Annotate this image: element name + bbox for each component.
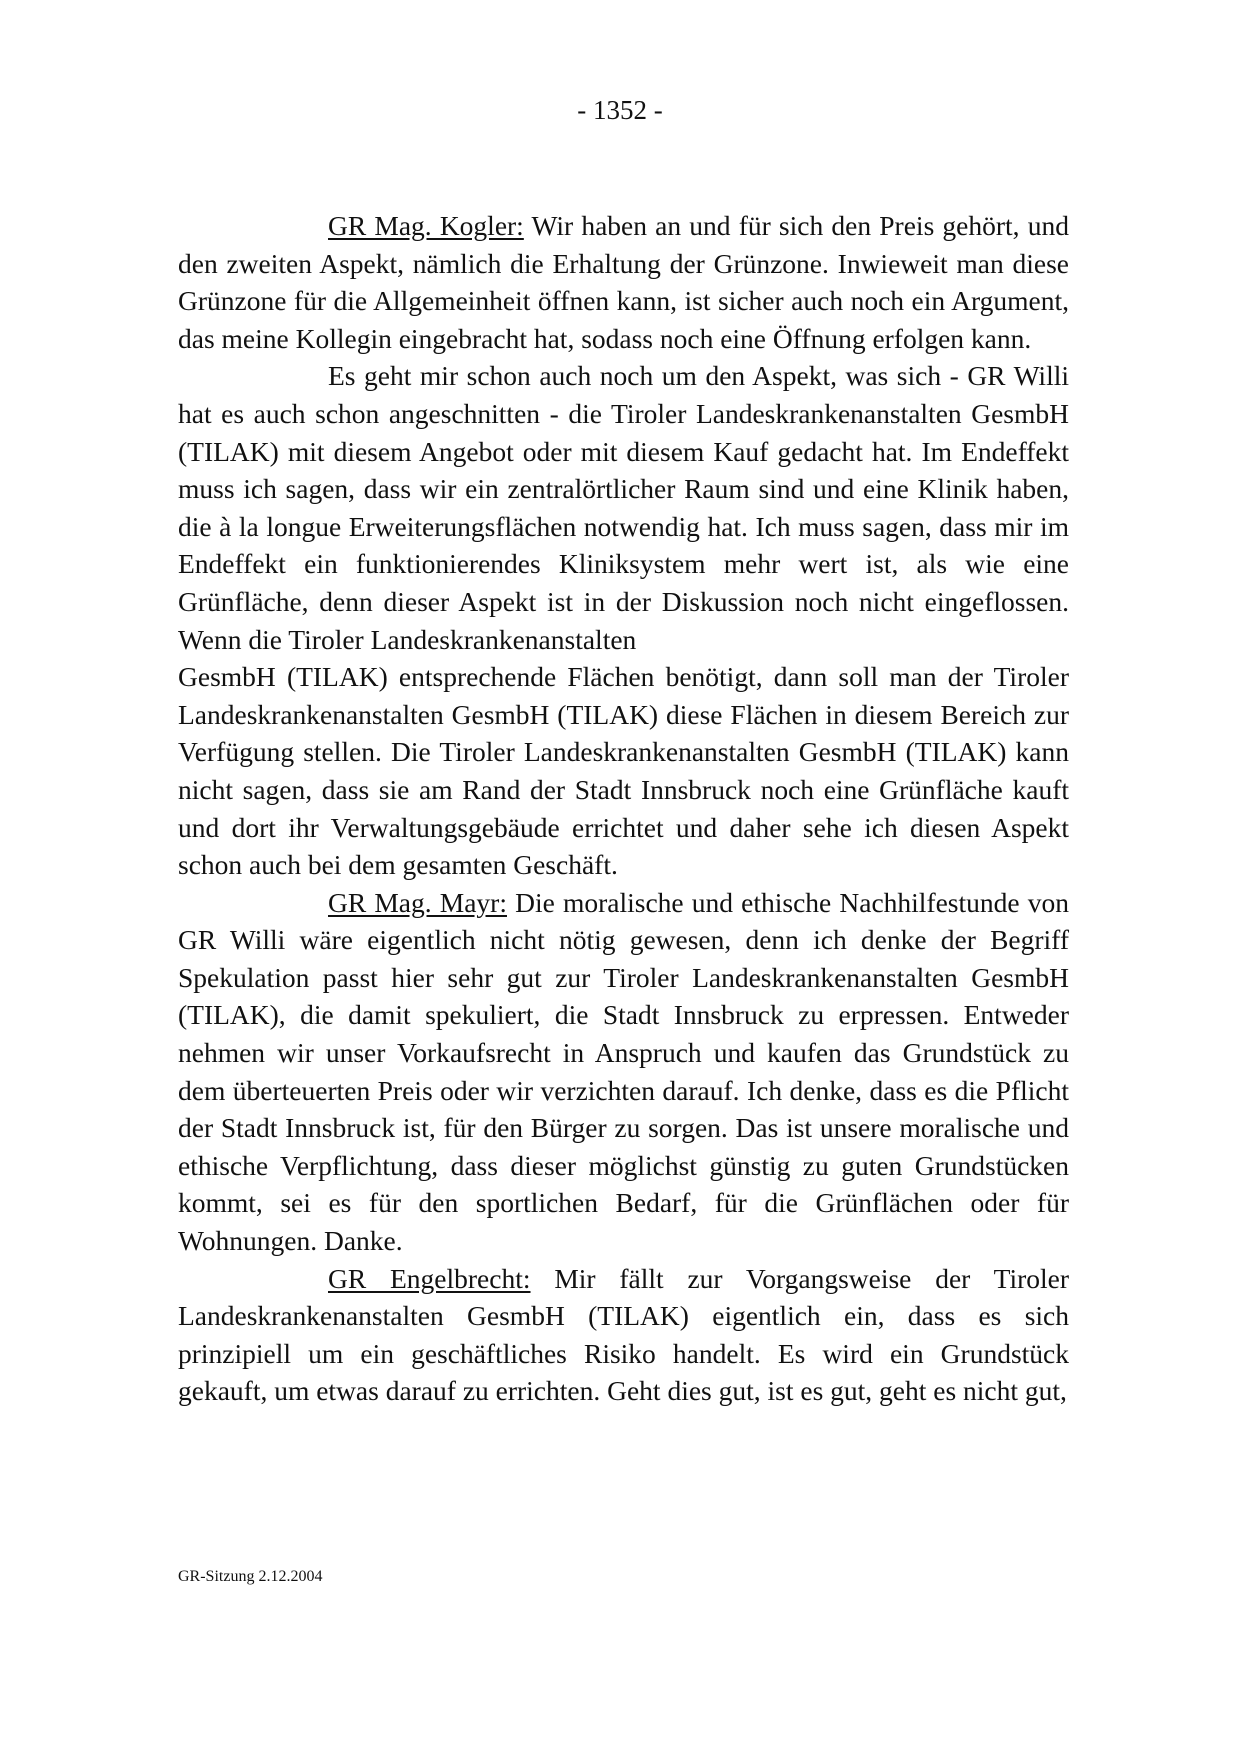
speaker-name: GR Mag. Mayr: bbox=[328, 886, 507, 918]
paragraph-engelbrecht bbox=[178, 1260, 1069, 1410]
footer-session-date: GR-Sitzung 2.12.2004 bbox=[178, 1568, 323, 1585]
paragraph-text: GesmbH (TILAK) entsprechende Flächen benötigt, dann soll man der Tiroler Landeskrankenanstalten GesmbH (TILAK) diese Flächen in diesem Bereich zur Verfügung stellen. Die Tiroler Landeskrankenanstalten GesmbH (TILAK) kann nicht sagen, dass sie am Rand der Stadt Innsbruck noch eine Grünfläche kauft und dort ihr Verwaltungsgebäude errichtet und daher sehe ich diesen Aspekt schon auch bei dem gesamten Geschäft. bbox=[178, 661, 1069, 881]
paragraph-text: Wir haben an und für sich den Preis gehört, und den zweiten Aspekt, nämlich die Erhaltung der Grünzone. Inwieweit man diese Grünzone für die Allgemeinheit öffnen kann, ist sicher auch noch ein Argument, das meine Kollegin eingebracht hat, sodass noch eine Öffnung erfolgen kann. bbox=[178, 210, 1069, 354]
page-number: - 1352 - bbox=[577, 95, 663, 125]
paragraph-text: Die moralische und ethische Nachhilfestunde von GR Willi wäre eigentlich nicht nötig gewesen, denn ich denke der Begriff Spekulation passt hier sehr gut zur Tiroler Landeskrankenanstalten GesmbH (TILAK), die damit spekuliert, die Stadt Innsbruck zu erpressen. Entweder nehmen wir unser Vorkaufsrecht in Anspruch und kaufen das Grundstück zu dem überteuerten Preis oder wir verzichten darauf. Ich denke, dass es die Pflicht der Stadt Innsbruck ist, für den Bürger zu sorgen. Das ist unsere moralische und ethische Verpflichtung, dass dieser möglichst günstig zu guten Grundstücken kommt, sei es für den sportlichen Bedarf, für die Grünflächen oder für Wohnungen. Danke. bbox=[178, 886, 1069, 1257]
paragraph-mayr bbox=[178, 884, 1069, 1260]
paragraph-kogler bbox=[178, 207, 1069, 357]
paragraph-text: Es geht mir schon auch noch um den Aspekt, was sich - GR Willi hat es auch schon angeschnitten - die Tiroler Landeskrankenanstalten GesmbH (TILAK) mit diesem Angebot oder mit diesem Kauf gedacht hat. Im Endeffekt muss ich sagen, dass wir ein zentralörtlicher Raum sind und eine Klinik haben, die à la longue Erweiterungsflächen notwendig hat. Ich muss sagen, dass mir im Endeffekt ein funktionierendes Kliniksystem mehr wert ist, als wie eine Grünfläche, denn dieser Aspekt ist in der Diskussion noch nicht eingeflossen. Wenn die Tiroler Landeskrankenanstalten bbox=[178, 360, 1069, 655]
speaker-name: GR Engelbrecht: bbox=[328, 1262, 531, 1294]
speaker-name: GR Mag. Kogler: bbox=[328, 210, 524, 241]
paragraph-text: Mir fällt zur Vorgangsweise der Tiroler Landeskrankenanstalten GesmbH (TILAK) eigentlich ein, dass es sich prinzipiell um ein geschäftliches Risiko handelt. Es wird ein Grundstück gekauft, um etwas darauf zu errichten. Geht dies gut, ist es gut, geht es nicht gut, bbox=[178, 1262, 1069, 1407]
document-body bbox=[178, 207, 1069, 1410]
paragraph-kogler-continued bbox=[178, 357, 1069, 658]
paragraph-kogler-continued-2 bbox=[178, 658, 1069, 884]
